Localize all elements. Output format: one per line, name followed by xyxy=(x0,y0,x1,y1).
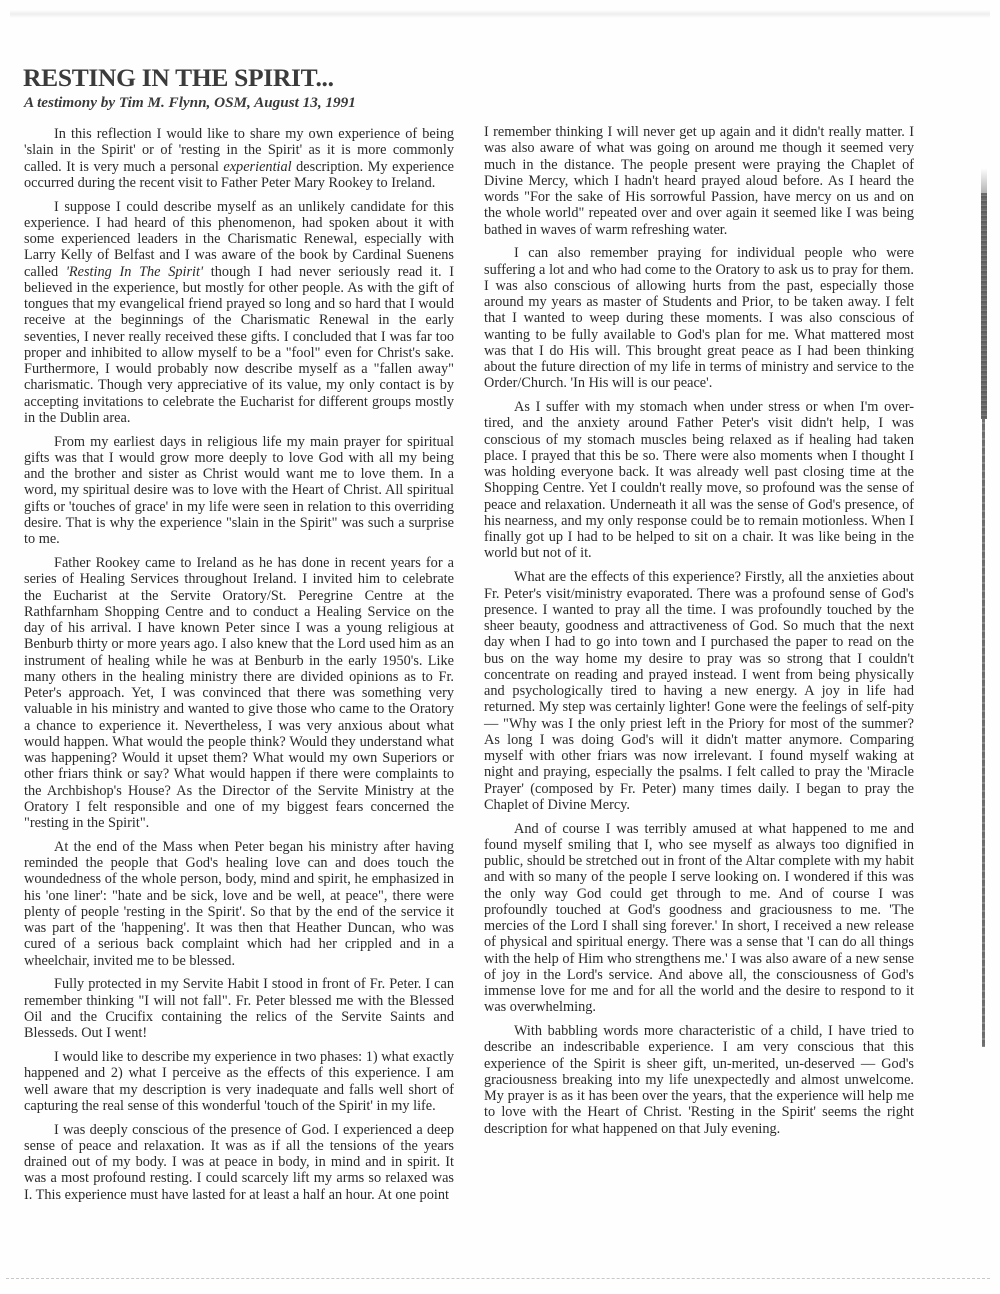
paragraph: With babbling words more characteristic of a child, I have tried to describe an indescribable experience. I am very conscious that this experience of the Spirit is sheer gift, un-merited, un-deserved — God's graciousness breaking into my life unexpectedly and almost unwelcome. My prayer is as it has been over the years, that the experience will help me to love with the Heart of Christ. 'Resting in the Spirit' seems the right description for what happened on that July evening. xyxy=(484,1023,914,1137)
paragraph: And of course I was terribly amused at what happened to me and found myself smiling that I, who see myself as always too dignified in public, should be stretched out in front of the Altar complete with my habit and with so many of the people I serve looking on. I wondered if this was the only way God could get through to me. And of course I was profoundly touched at God's goodness and graciousness to me. 'The mercies of the Lord I shall sing forever.' In short, I received a new release of physical and spiritual energy. There was a sense that 'I can do all things with the help of Him who strengthens me.' I was also aware of a new sense of joy in the Lord's service. And above all, the consciousness of God's immense love for me and for all the world and the desire to respond to it was overwhelming. xyxy=(484,820,914,1016)
scan-edge-fade xyxy=(981,168,987,193)
paragraph: I suppose I could describe myself as an unlikely candidate for this experience. I had heard of this phenomenon, had spoken about it with some experienced leaders in the Charismatic Renewal, especially with Larry Kelly of Belfast and I was aware of the book by Cardinal Suenens called 'Resting In The Spirit' though I had never seriously read it. I believed in the experience, but mostly for other people. As with the gift of tongues that my evangelical friend prayed so long and so hard that I would receive at the beginnings of the Charismatic Renewal in the early seventies, I never really received these gifts. I concluded that I was far too proper and inhibited to allow myself to be a "fool" even for Christ's sake. Furthermore, I would probably now describe myself as a "fallen away" charismatic. Though very appreciative of its value, my only contact is by accepting invitations to celebrate the Eucharist for different groups mostly in the Dublin area. xyxy=(24,198,454,426)
paragraph: From my earliest days in religious life my main prayer for spiritual gifts was that I would grow more deeply to love God with all my being and the brother and sister as Christ would want me to love them. In a word, my spiritual desire was to love with the Heart of Christ. All spiritual gifts or 'touches of grace' in my life were seen in relation to this overriding desire. That is why the experience "slain in the Spirit" was such a surprise to me. xyxy=(24,433,454,548)
paragraph: Fully protected in my Servite Habit I stood in front of Fr. Peter. I can remember thinking "I will not fall". Fr. Peter blessed me with the Blessed Oil and the Crucifix containing the relics of the Servite Saints and Blesseds. Out I went! xyxy=(24,976,454,1042)
scan-edge-artifact xyxy=(981,193,987,1047)
paragraph: As I suffer with my stomach when under stress or when I'm over-tired, and the anxiety around Father Peter's visit didn't help, I was conscious of my stomach muscles being relaxed as if healing had taken place. I prayed that this be so. There were also moments when I thought I was holding everyone back. It was already well past closing time at the Shopping Centre. Yet I couldn't really move, so profound was the sense of peace and relaxation. Underneath it all was the sense of God's presence, of his nearness, and my only response could be to remain motionless. When I finally got up I had to be helped to sit on a chair. It was like being in the world but not of it. xyxy=(484,399,914,562)
paragraph: I was deeply conscious of the presence of God. I experienced a deep sense of peace and relaxation. It was as if all the tensions of the years drained out of my body. I was at peace in body, in mind and in spirit. It was a most profound resting. I could scarcely lift my arms so relaxed was I. This experience must have lasted for at least a half an hour. At one point xyxy=(24,1121,454,1203)
left-column xyxy=(24,126,454,1211)
book-title: 'Resting In The Spirit' xyxy=(65,263,204,280)
emphasis: experiential xyxy=(223,158,292,175)
paragraph: I can also remember praying for individual people who were suffering a lot and who had come to the Oratory to ask us to pray for them. I was also conscious of allowing hurts from the past, especially those around my years as master of Students and Prior, to be taken away. I felt that I wanted to weep during these moments. I was also conscious of wanting to be fully available to God's plan for me. What mattered most was that I do His will. This brought great peace as I had been thinking about the future direction of my life in terms of ministry and service to the Order/Church. 'In His will is our peace'. xyxy=(484,245,914,392)
paragraph: Father Rookey came to Ireland as he has done in recent years for a series of Healing Services throughout Ireland. I invited him to celebrate the Eucharist at the Servite Oratory/St. Peregrine Centre at the Rathfarnham Shopping Centre and to conduct a Healing Service on the day of his arrival. I have known Peter since I was a young religious at Benburb thirty or more years ago. I also knew that the Lord used him as an instrument of healing while he was at Benburb in the early 1950's. Like many others in the healing ministry there are divided opinions as to Fr. Peter's approach. Yet, I was convinced that there was something very valuable in his ministry and wanted to give those who came to the Oratory a chance to experience it. Nevertheless, I was very anxious about what would happen. What would the people think? Would they understand what was happening? Would it upset them? What would my own Superiors or other friars think or say? What would happen if there were complaints to the Archbishop's House? As the Director of the Servite Ministry at the Oratory I felt responsible and one of my biggest fears concerned the "resting in the Spirit". xyxy=(24,555,454,832)
scan-edge-thick xyxy=(981,193,987,419)
paragraph: At the end of the Mass when Peter began his ministry after having reminded the people that God's healing love can and does touch the woundedness of the whole person, body, mind and spirit, he emphasized in his 'one liner': "hate and be sick, love and be well, at peace", there were plenty of people 'resting in the Spirit'. So that by the end of the service it was part of the 'happening'. It was then that Heather Duncan, who was cured of a serious back complaint which had her crippled and in a wheelchair, invited me to be blessed. xyxy=(24,838,454,969)
scan-artifact-bottom xyxy=(6,1278,990,1279)
right-column xyxy=(484,124,914,1145)
article-byline: A testimony by Tim M. Flynn, OSM, August 13, 1991 xyxy=(24,94,356,111)
paragraph: In this reflection I would like to share my own experience of being 'slain in the Spirit' or of 'resting in the Spirit' as it is more commonly called. It is very much a personal experiential description. My experience occurred during the recent visit to Father Peter Mary Rookey to Ireland. xyxy=(24,126,454,191)
article-title: RESTING IN THE SPIRIT... xyxy=(23,63,334,92)
scan-edge-thin xyxy=(982,419,985,1047)
paragraph: What are the effects of this experience? Firstly, all the anxieties about Fr. Peter's visit/ministry evaporated. There was a profound sense of God's presence. I wanted to pray all the time. I was profoundly touched by the sheer beauty, goodness and attractiveness of God. So much that the next day when I had to go into town and I purchased the paper to read on the bus on the way home my desire to pray was so strong that I couldn't concentrate on reading and prayed instead. I went from being physically and psychologically tired to having a new energy. A joy in life had returned. My step was certainly lighter! Gone were the feelings of self-pity— "Why was I the only priest left in the Priory for most of the summer? As long I was doing God's will it didn't matter anymore. Comparing myself with other friars was now irrelevant. I found myself waking at night and praying, especially the psalms. I felt called to pray the 'Miracle Prayer' (composed by Fr. Peter) many times daily. I began to pray the Chaplet of Divine Mercy. xyxy=(484,569,914,813)
paragraph: I would like to describe my experience in two phases: 1) what exactly happened and 2) what I perceive as the effects of this experience. I am well aware that my description is very inadequate and falls well short of capturing the real sense of this wonderful 'touch of the Spirit' in my life. xyxy=(24,1049,454,1114)
scan-artifact-top xyxy=(10,10,990,18)
paragraph-continuation: I remember thinking I will never get up again and it didn't really matter. I was also aware of what was going on around me though it seemed very much in the distance. The people present were praying the Chaplet of Divine Mercy, which I hadn't heard prayed aloud before. As I heard the words "For the sake of His sorrowful Passion, have mercy on us and on the whole world" repeated over and over again it seemed like I was being bathed in waves of warm refreshing water. xyxy=(484,124,914,238)
